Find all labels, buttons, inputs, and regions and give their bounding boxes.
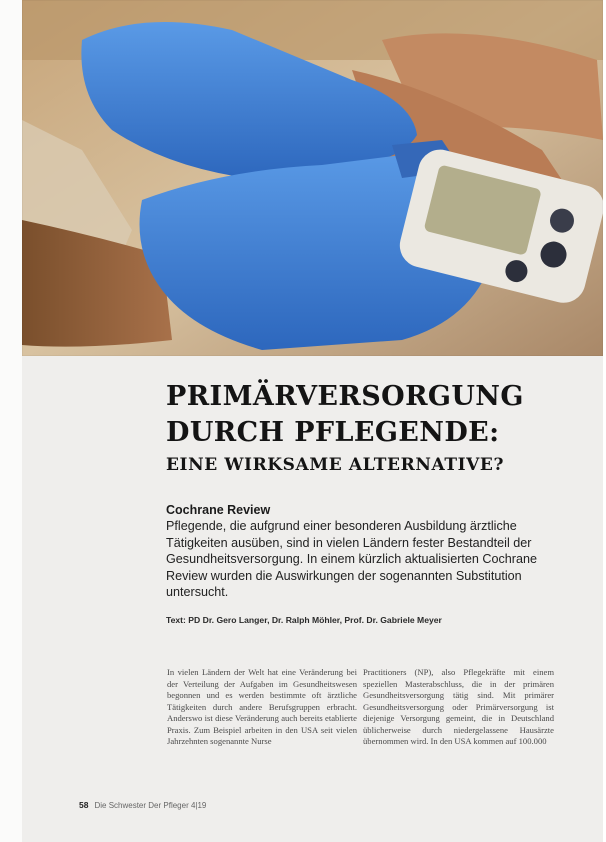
body-column-2: Practitioners (NP), also Pflegekräfte mit einem speziellen Masterabschluss, die in der primären Gesundheitsversorgung tätig sind. Mit primärer Gesundheitsversorgung oder Primärversorgung ist diejenige Versorgung gemeint, die in Deutschland üblicherweise durch niedergelassene Hausärzte übernommen wird. In den USA kommen auf 100.000: [363, 667, 554, 746]
hero-photo: [22, 0, 603, 356]
kicker: Cochrane Review: [166, 503, 271, 517]
lead-paragraph: Pflegende, die aufgrund einer besonderen Ausbildung ärztliche Tätigkeiten ausüben, sind in vielen Ländern fester Bestandteil der Gesundheitsversorgung. In einem kürzlich aktualisierten Cochrane Review wurden die Auswirkungen der sogenannten Substitution untersucht.: [166, 519, 538, 600]
body-text-col-1: In vielen Ländern der Welt hat eine Veränderung bei der Verteilung der Aufgaben im Gesundheitswesen begonnen und es werden bestimmte oft ärztliche Tätigkeiten durch andere Berufsgruppen erbracht. Anderswo ist diese Veränderung auch bereits etablierte Praxis. Zum Beispiel arbeiten in den USA seit vielen Jahrzehnten sogenannte Nurse: [167, 667, 357, 746]
headline-subtitle: EINE WIRKSAME ALTERNATIVE?: [166, 455, 505, 475]
page-number: 58: [79, 800, 89, 810]
headline-line-1: PRIMÄRVERSORGUNG: [166, 381, 524, 412]
page-edge: [0, 0, 22, 842]
headline-line-2: DURCH PFLEGENDE:: [166, 417, 500, 448]
page-footer: [79, 800, 206, 810]
author-line: Text: PD Dr. Gero Langer, Dr. Ralph Möhler, Prof. Dr. Gabriele Meyer: [166, 615, 442, 625]
body-column-1: [166, 667, 357, 775]
publication-name: Die Schwester Der Pfleger 4|19: [94, 801, 207, 810]
